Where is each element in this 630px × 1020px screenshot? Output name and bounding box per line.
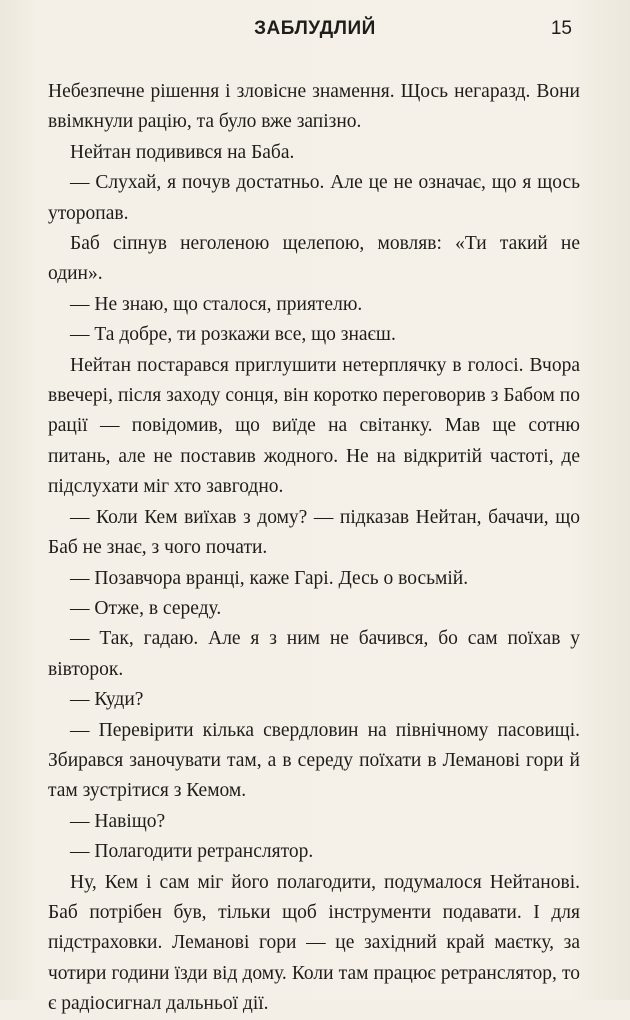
- paragraph: — Позавчора вранці, каже Гарі. Десь о восьмій.: [70, 567, 469, 589]
- running-head: ЗАБЛУДЛИЙ: [254, 18, 376, 39]
- paragraph: — Та добре, ти розкажи все, що знаєш.: [70, 324, 396, 346]
- page-number: 15: [550, 18, 572, 39]
- paragraph: — Навіщо?: [70, 810, 166, 832]
- paragraph: — Отже, в середу.: [70, 597, 222, 619]
- paragraph: Ну, Кем і сам міг його полагодити, подумалося Нейтанові. Баб потрібен був, тільки щоб інструменти подавати. І для підстраховки. Леманові гори — це західний край маєтку, за чотири години їзди від дому. Коли там працює ретранслятор, то є радіосигнал дальньої дії.: [48, 871, 580, 1015]
- paragraph: — Так, гадаю. Але я з ним не бачився, бо сам поїхав у вівторок.: [48, 628, 580, 680]
- body-text: [48, 77, 580, 1020]
- paragraph: Баб сіпнув неголеною щелепою, мовляв: «Ти такий не один».: [48, 233, 580, 285]
- paragraph: Нейтан постарався приглушити нетерплячку в голосі. Вчора ввечері, після заходу сонця, він коротко переговорив з Бабом по рації — повідомив, що виїде на світанку. Мав ще сотню питань, але не поставив жодного. Не на відкритій частоті, де підслухати міг хто завгодно.: [48, 354, 580, 498]
- paragraph: Небезпечне рішення і зловісне знамення. Щось негаразд. Вони ввімкнули рацію, та було вже запізно.: [48, 81, 580, 133]
- page-header: [0, 18, 630, 48]
- paragraph: — Слухай, я почув достатньо. Але це не означає, що я щось уторопав.: [48, 172, 580, 224]
- paragraph: — Коли Кем виїхав з дому? — підказав Нейтан, бачачи, що Баб не знає, з чого почати.: [48, 506, 580, 559]
- paragraph: — Перевірити кілька свердловин на північному пасовищі. Збирався заночувати там, а в середу поїхати в Леманові гори й там зустрітися з Кемом.: [48, 719, 580, 802]
- paragraph: Нейтан подивився на Баба.: [70, 141, 295, 163]
- paragraph: — Куди?: [70, 689, 144, 711]
- paragraph: — Полагодити ретранслятор.: [70, 841, 314, 863]
- paragraph: — Не знаю, що сталося, приятелю.: [70, 293, 363, 315]
